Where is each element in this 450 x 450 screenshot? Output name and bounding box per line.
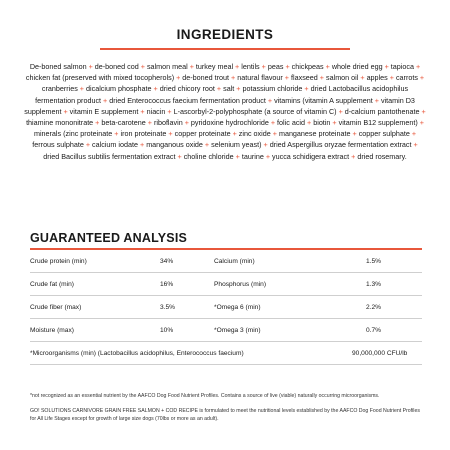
analysis-row bbox=[30, 250, 422, 273]
microorganisms-row bbox=[30, 342, 422, 365]
ingredient-item: whole dried egg bbox=[331, 62, 383, 71]
nutrient-name: *Omega 3 (min) bbox=[214, 327, 261, 334]
nutrient-name: Crude fat (min) bbox=[30, 281, 74, 288]
ingredient-item: copper sulphate bbox=[358, 129, 410, 139]
ingredient-separator: + bbox=[419, 106, 426, 116]
ingredient-separator: + bbox=[182, 118, 191, 128]
ingredient-item: chickpeas bbox=[291, 62, 324, 71]
ingredient-item: de-boned trout bbox=[182, 73, 230, 83]
ingredient-separator: + bbox=[233, 151, 242, 161]
ingredient-separator: + bbox=[86, 62, 95, 71]
ingredient-separator: + bbox=[229, 73, 238, 83]
ingredient-separator: + bbox=[234, 84, 243, 94]
nutrient-name: Crude protein (min) bbox=[30, 258, 87, 265]
nutrient-value: 1.3% bbox=[366, 281, 382, 288]
ingredient-separator: + bbox=[77, 84, 87, 94]
nutrient-value: 0.7% bbox=[366, 327, 382, 334]
ingredient-separator: + bbox=[233, 62, 242, 71]
ingredient-separator: + bbox=[330, 118, 339, 128]
ingredient-item: taurine bbox=[241, 151, 264, 161]
ingredient-item: zinc oxide bbox=[238, 129, 271, 139]
ingredient-item: manganese proteinate bbox=[278, 129, 351, 139]
ingredient-separator: + bbox=[261, 140, 270, 150]
ingredient-separator: + bbox=[417, 73, 425, 83]
ingredient-item: copper proteinate bbox=[174, 129, 231, 139]
ingredient-separator: + bbox=[187, 62, 196, 71]
ingredient-item: riboflavin bbox=[153, 118, 183, 128]
analysis-row bbox=[30, 319, 422, 342]
ingredient-item: niacin bbox=[146, 106, 166, 116]
nutrient-value: 1.5% bbox=[366, 258, 382, 265]
ingredient-item: folic acid bbox=[277, 118, 306, 128]
nutrient-value: 16% bbox=[160, 281, 174, 288]
ingredient-item: dried Bacillus subtilis fermentation extract bbox=[43, 151, 176, 161]
ingredient-item: salmon oil bbox=[326, 73, 359, 83]
ingredient-separator: + bbox=[165, 106, 174, 116]
ingredient-separator: + bbox=[417, 118, 424, 128]
ingredient-item: yucca schidigera extract bbox=[272, 151, 350, 161]
guaranteed-analysis-table bbox=[30, 250, 422, 365]
nutrient-name: *Omega 6 (min) bbox=[214, 304, 261, 311]
ingredient-item: dried Aspergillus oryzae fermentation extract bbox=[269, 140, 412, 150]
ingredient-item: choline chloride bbox=[183, 151, 234, 161]
ingredient-item: vitamin D3 supplement bbox=[24, 95, 415, 116]
ingredient-item: thiamine mononitrate bbox=[26, 118, 94, 128]
ingredients-title: INGREDIENTS bbox=[176, 27, 274, 42]
analysis-row bbox=[30, 273, 422, 296]
ingredient-item: de-boned cod bbox=[94, 62, 139, 71]
nutrient-value: 2.2% bbox=[366, 304, 382, 311]
ingredient-separator: + bbox=[145, 118, 154, 128]
ingredient-item: pyridoxine hydrochloride bbox=[190, 118, 269, 128]
ingredient-separator: + bbox=[259, 62, 268, 71]
ingredient-separator: + bbox=[305, 118, 314, 128]
ingredient-separator: + bbox=[151, 84, 160, 94]
ingredient-separator: + bbox=[317, 73, 326, 83]
ingredient-separator: + bbox=[174, 73, 183, 83]
ingredient-item: vitamins (vitamin A supplement bbox=[274, 95, 373, 105]
nutrient-value: 34% bbox=[160, 258, 174, 265]
ingredient-separator: + bbox=[336, 106, 345, 116]
ingredient-item: chicken fat (preserved with mixed tocopherols) bbox=[25, 73, 175, 83]
ingredient-separator: + bbox=[372, 95, 381, 105]
ingredient-separator: + bbox=[268, 118, 278, 128]
nutrient-value: 10% bbox=[160, 327, 174, 334]
ingredient-separator: + bbox=[166, 129, 175, 139]
ingredient-separator: + bbox=[230, 129, 239, 139]
ingredient-item: potassium chloride bbox=[242, 84, 303, 94]
ingredient-item: flaxseed bbox=[291, 73, 318, 83]
guaranteed-analysis-title: GUARANTEED ANALYSIS bbox=[30, 231, 188, 245]
ingredient-item: cranberries bbox=[41, 84, 78, 94]
ingredient-item: d-calcium pantothenate bbox=[344, 106, 420, 116]
ingredient-separator: + bbox=[350, 129, 359, 139]
nutrient-name: Calcium (min) bbox=[214, 258, 255, 265]
ingredient-separator: + bbox=[138, 62, 147, 71]
ingredient-separator: + bbox=[411, 140, 418, 150]
ingredient-item: dicalcium phosphate bbox=[86, 84, 152, 94]
ingredient-separator: + bbox=[138, 106, 147, 116]
ingredient-separator: + bbox=[83, 140, 93, 150]
ingredient-separator: + bbox=[137, 140, 147, 150]
ingredient-separator: + bbox=[382, 62, 391, 71]
essential-nutrient-footnote: *not recognized as an essential nutrient by the AAFCO Dog Food Nutrient Profiles. Contains a source of live (viable) naturally occurring microorganisms. bbox=[30, 393, 380, 399]
ingredient-item: salmon meal bbox=[146, 62, 188, 71]
ingredient-separator: + bbox=[202, 140, 212, 150]
ingredient-separator: + bbox=[387, 73, 396, 83]
ingredient-item: peas bbox=[267, 62, 284, 71]
nutrient-name: Phosphorus (min) bbox=[214, 281, 267, 288]
ingredients-list bbox=[24, 61, 426, 162]
ingredient-separator: + bbox=[214, 84, 224, 94]
ingredient-separator: + bbox=[409, 129, 417, 139]
nutrient-name: Crude fiber (max) bbox=[30, 304, 82, 311]
ingredient-separator: + bbox=[302, 84, 311, 94]
ingredient-item: vitamin B12 supplement) bbox=[338, 118, 418, 128]
ingredient-item: vitamin E supplement bbox=[69, 106, 139, 116]
ingredient-item: De-boned salmon bbox=[29, 62, 87, 71]
ingredient-item: beta-carotene bbox=[101, 118, 146, 128]
ingredient-item: natural flavour bbox=[237, 73, 283, 83]
ingredient-item: biotin bbox=[313, 118, 331, 128]
ingredient-separator: + bbox=[413, 62, 421, 71]
nutrient-value: 3.5% bbox=[160, 304, 176, 311]
ingredient-item: dried Enterococcus faecium fermentation product bbox=[109, 95, 266, 105]
ingredient-item: ferrous sulphate bbox=[32, 140, 84, 150]
ingredient-separator: + bbox=[270, 129, 279, 139]
ingredient-separator: + bbox=[358, 73, 367, 83]
ingredient-separator: + bbox=[112, 129, 121, 139]
ingredient-item: iron proteinate bbox=[120, 129, 167, 139]
ingredients-divider bbox=[100, 48, 350, 50]
ingredient-item: dried chicory root bbox=[159, 84, 215, 94]
ingredient-separator: + bbox=[283, 62, 292, 71]
ingredient-item: selenium yeast) bbox=[211, 140, 262, 150]
ingredient-item: apples bbox=[366, 73, 388, 83]
ingredient-separator: + bbox=[349, 151, 358, 161]
analysis-row bbox=[30, 296, 422, 319]
ingredient-separator: + bbox=[93, 118, 102, 128]
microorganisms-name: *Microorganisms (min) (Lactobacillus acidophilus, Enterococcus faecium) bbox=[30, 350, 244, 357]
ingredient-separator: + bbox=[101, 95, 110, 105]
ingredient-item: carrots bbox=[395, 73, 418, 83]
ingredient-separator: + bbox=[61, 106, 70, 116]
aafco-statement: GO! SOLUTIONS CARNIVORE GRAIN FREE SALMON + COD RECIPE is formulated to meet the nutritional levels established by the AAFCO Dog Food Nutrient Profiles for All Life Stages except for growth of large size dogs (70lbs or more as an adult). bbox=[30, 408, 420, 422]
ingredient-item: lentils bbox=[241, 62, 260, 71]
ingredient-separator: + bbox=[323, 62, 332, 71]
ingredient-separator: + bbox=[175, 151, 184, 161]
ingredient-item: turkey meal bbox=[195, 62, 234, 71]
nutrient-name: Moisture (max) bbox=[30, 327, 74, 334]
ingredient-item: minerals (zinc proteinate bbox=[33, 129, 113, 139]
ingredient-item: L-ascorbyl-2-polyphosphate (a source of vitamin C) bbox=[173, 106, 337, 116]
ingredient-item: dried Lactobacillus acidophilus fermentation product bbox=[35, 84, 409, 105]
ingredient-item: calcium iodate bbox=[92, 140, 138, 150]
ingredient-separator: + bbox=[263, 151, 273, 161]
ingredient-item: salt bbox=[223, 84, 235, 94]
ingredient-separator: + bbox=[265, 95, 275, 105]
ingredient-separator: + bbox=[282, 73, 292, 83]
ingredient-item: dried rosemary. bbox=[357, 151, 407, 161]
ingredient-item: manganous oxide bbox=[146, 140, 203, 150]
ingredient-item: tapioca bbox=[390, 62, 414, 71]
microorganisms-value: 90,000,000 CFU/lb bbox=[352, 350, 408, 357]
